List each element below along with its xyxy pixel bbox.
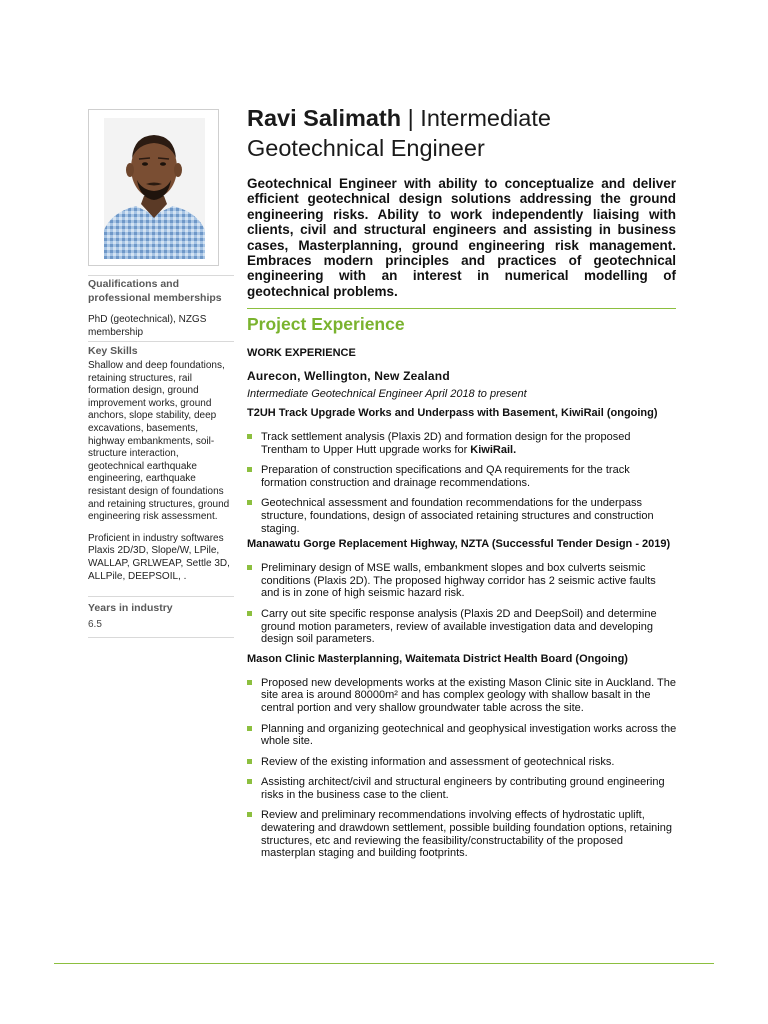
profile-summary: Geotechnical Engineer with ability to conceptualize and deliver efficient geotechnical design solutions addressing the ground engineering risks. Ability to work independently liaising with clients, civil and structural engineers and assisting in business cases, Masterplanning, ground engineering risk management. Embraces modern principles and practices of geotechnical engineering with an interest in numerical modelling of geotechnical problems.: [247, 176, 676, 299]
qualifications-block: [88, 277, 234, 339]
work-experience-heading: WORK EXPERIENCE: [247, 347, 356, 359]
bullet-bold-text: KiwiRail.: [470, 443, 517, 456]
bullet-square-icon: [247, 500, 252, 505]
bullet-text: Carry out site specific response analysis (Plaxis 2D and DeepSoil) and determine ground motion parameters, review of available investigation data and developing design soil parameters.: [261, 607, 657, 646]
sidebar-divider: [88, 341, 234, 342]
project-bullets: [247, 562, 677, 646]
bullet-square-icon: [247, 565, 252, 570]
list-item: [247, 464, 677, 489]
bullet-text: Preparation of construction specifications and QA requirements for the track formation construction and drainage recommendations.: [261, 464, 630, 489]
bullet-square-icon: [247, 759, 252, 764]
project-bullets: [247, 431, 677, 535]
list-item: [247, 677, 677, 715]
bullet-text: Track settlement analysis (Plaxis 2D) and formation design for the proposed Trentham to Upper Hutt upgrade works for: [261, 431, 631, 456]
footer-divider: [54, 963, 714, 964]
project-title: Mason Clinic Masterplanning, Waitemata District Health Board (Ongoing): [247, 652, 628, 665]
bullet-square-icon: [247, 726, 252, 731]
qualifications-text: PhD (geotechnical), NZGS membership: [88, 314, 207, 338]
bullet-square-icon: [247, 680, 252, 685]
bullet-text: Planning and organizing geotechnical and geophysical investigation works across the whole site.: [261, 722, 677, 748]
list-item: [247, 776, 677, 801]
sidebar-divider: [88, 637, 234, 638]
job-title-line1: Intermediate: [420, 105, 551, 131]
job-title-line2: Geotechnical Engineer: [247, 135, 485, 161]
skills-block: [88, 344, 234, 583]
list-item: [247, 497, 677, 535]
person-name: Ravi Salimath: [247, 105, 402, 131]
bullet-square-icon: [247, 779, 252, 784]
title-separator: |: [401, 105, 421, 131]
years-heading: Years in industry: [88, 602, 173, 614]
bullet-square-icon: [247, 467, 252, 472]
skills-heading: Key Skills: [88, 345, 138, 357]
company-name: Aurecon, Wellington, New Zealand: [247, 369, 450, 383]
bullet-square-icon: [247, 812, 252, 817]
bullet-text: Proposed new developments works at the existing Mason Clinic site in Auckland. The site area is around 80000m² and has complex geology with shallow basalt in the central portion and very shallow groundwater table across the site.: [261, 676, 676, 714]
skills-text: Shallow and deep foundations, retaining structures, rail formation design, ground improvement works, ground anchors, slope stability, deep excavations, basements, highway embankments, soil-structure interaction, geotechnical earthquake engineering, earthquake resistant design of foundations and retaining structures, ground engineering risk assessment.: [88, 360, 230, 523]
list-item: [247, 562, 677, 600]
section-title: Project Experience: [247, 314, 405, 334]
list-item: [247, 723, 677, 748]
qualifications-heading: Qualifications and professional memberships: [88, 278, 222, 304]
years-value: 6.5: [88, 619, 102, 630]
software-text: Proficient in industry softwares Plaxis 2D/3D, Slope/W, LPile, WALLAP, GRLWEAP, Settle 3D, ALLPile, DEEPSOIL, .: [88, 532, 230, 582]
bullet-text: Review of the existing information and assessment of geotechnical risks.: [261, 755, 615, 768]
experience-block: [247, 347, 677, 860]
sidebar-divider: [88, 596, 234, 597]
bullet-text: Preliminary design of MSE walls, embankment slopes and box culverts seismic conditions (Plaxis 2D). The proposed highway corridor has 2 seismic active faults and is in zone of high seismic hazard risk.: [261, 562, 656, 600]
summary-divider: [247, 308, 676, 309]
bullet-text: Geotechnical assessment and foundation recommendations for the underpass structure, foundations, design of associated retaining structures and construction staging.: [261, 497, 654, 535]
list-item: [247, 756, 677, 769]
list-item: [247, 809, 677, 859]
years-block: [88, 601, 234, 632]
project-bullets: [247, 677, 677, 860]
page-title: [247, 103, 687, 163]
bullet-text: Review and preliminary recommendations involving effects of hydrostatic uplift, dewatering and drawdown settlement, possible building foundation options, retaining structures, etc and reviewing the feasibility/constructability of the proposed masterplan staging and building footprints.: [261, 809, 672, 860]
role-line: Intermediate Geotechnical Engineer April 2018 to present: [247, 388, 527, 400]
bullet-text: Assisting architect/civil and structural engineers by contributing ground engineering risks in the business case to the client.: [261, 776, 665, 801]
profile-photo: [88, 109, 219, 266]
project-title: Manawatu Gorge Replacement Highway, NZTA (Successful Tender Design - 2019): [247, 538, 671, 551]
list-item: [247, 431, 677, 456]
bullet-square-icon: [247, 611, 252, 616]
sidebar-divider: [88, 275, 234, 276]
project-title: T2UH Track Upgrade Works and Underpass with Basement, KiwiRail (ongoing): [247, 407, 658, 419]
person-portrait: [104, 118, 205, 259]
bullet-square-icon: [247, 434, 252, 439]
list-item: [247, 608, 677, 646]
